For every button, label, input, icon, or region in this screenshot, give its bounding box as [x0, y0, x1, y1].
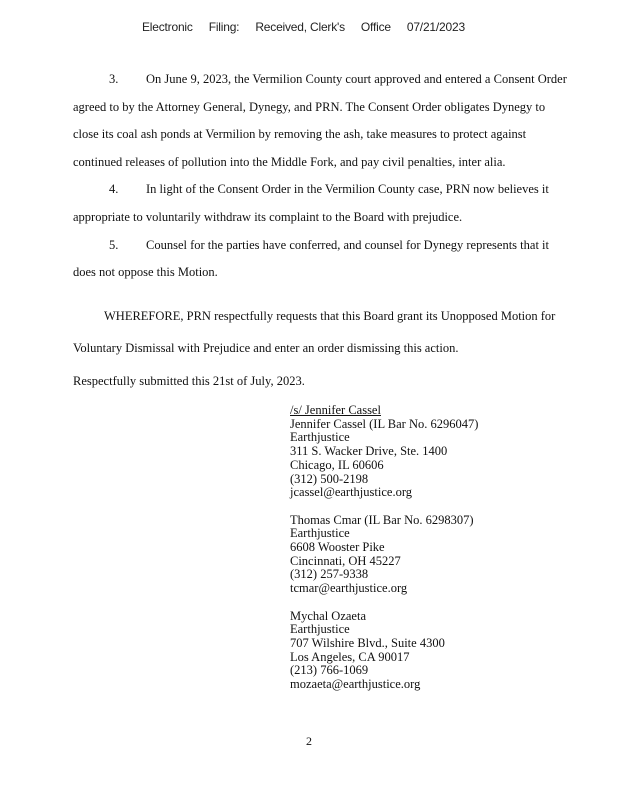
attorney-org: Earthjustice [290, 622, 350, 637]
attorney-org: Earthjustice [290, 526, 350, 541]
header-filing: Filing: [208, 20, 240, 34]
attorney-email: tcmar@earthjustice.org [290, 581, 408, 596]
header-date: 07/21/2023 [406, 20, 465, 34]
header-electronic: Electronic [142, 20, 193, 34]
attorney-org: Earthjustice [290, 430, 350, 445]
paragraph-text: Counsel for the parties have conferred, and counsel for Dynegy represents that it does not oppose this Motion. [73, 237, 549, 280]
numbered-paragraphs [73, 66, 573, 287]
respectfully-submitted: Respectfully submitted this 21st of July, 2023. [73, 374, 305, 388]
attorney-address-line-2: Cincinnati, OH 45227 [290, 553, 401, 568]
page-number: 2 [306, 734, 312, 748]
attorney-phone: (312) 500-2198 [290, 471, 369, 486]
wherefore-clause [73, 300, 573, 364]
paragraph-3 [73, 66, 573, 176]
paragraph-number: 4. [109, 182, 119, 197]
paragraph-number: 3. [109, 72, 119, 86]
attorney-phone: (312) 257-9338 [290, 567, 369, 582]
wherefore-text: WHEREFORE, PRN respectfully requests that this Board grant its Unopposed Motion for Voluntary Dismissal with Prejudice and enter an order dismissing this action. [73, 309, 556, 355]
electronic-signature: /s/ Jennifer Cassel [290, 403, 381, 417]
paragraph-4 [73, 176, 573, 231]
attorney-address-line-1: 311 S. Wacker Drive, Ste. 1400 [290, 444, 448, 459]
attorney-block [290, 610, 478, 692]
attorney-name: Thomas Cmar (IL Bar No. 6298307) [290, 512, 474, 527]
header-received: Received, Clerk's [255, 20, 345, 34]
attorney-email: mozaeta@earthjustice.org [290, 677, 421, 692]
attorney-email: jcassel@earthjustice.org [290, 485, 413, 500]
paragraph-text: On June 9, 2023, the Vermilion County court approved and entered a Consent Order agreed to by the Attorney General, Dynegy, and PRN. The Consent Order obligates Dynegy to close its coal ash ponds at Vermilion by removing the ash, take measures to protect against continued releases of pollution into the Middle Fork, and pay civil penalties, inter alia. [73, 72, 567, 169]
attorney-name: Mychal Ozaeta [290, 608, 367, 623]
attorney-name: Jennifer Cassel (IL Bar No. 6296047) [290, 416, 479, 431]
attorney-phone: (213) 766-1069 [290, 663, 369, 678]
attorney-address-line-2: Los Angeles, CA 90017 [290, 649, 410, 664]
attorney-address-line-1: 707 Wilshire Blvd., Suite 4300 [290, 635, 445, 650]
paragraph-5 [73, 232, 573, 287]
paragraph-number: 5. [109, 237, 119, 252]
attorney-block [290, 418, 478, 500]
attorney-address-line-1: 6608 Wooster Pike [290, 540, 385, 555]
attorney-block [290, 514, 478, 596]
attorney-address-line-2: Chicago, IL 60606 [290, 457, 384, 472]
header-office: Office [360, 20, 391, 34]
paragraph-text: In light of the Consent Order in the Vermilion County case, PRN now believes it appropriate to voluntarily withdraw its complaint to the Board with prejudice. [73, 182, 549, 224]
efiling-header [142, 20, 481, 34]
signature-block [290, 404, 478, 705]
